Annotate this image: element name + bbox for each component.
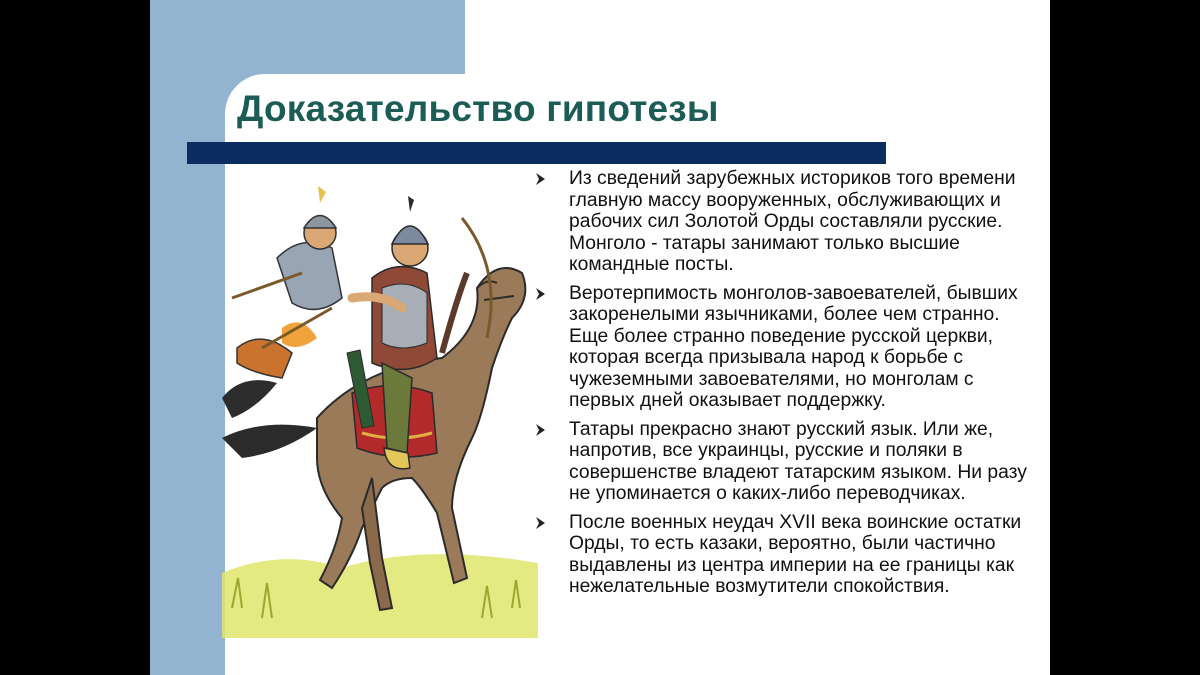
bullet-text: Веротерпимость монголов-завоевателей, бывших закоренелыми язычниками, более чем странно. Еще более странно поведение русской церкви, которая всегда призывала народ к борьбе с чужеземными завоевателями, но монголам с первых дней оказывает поддержку. — [569, 282, 1018, 411]
arrowhead-bullet-icon — [534, 421, 548, 439]
bullet-item — [534, 512, 1039, 598]
title-underline-bar — [187, 142, 886, 164]
bullet-item — [534, 419, 1039, 505]
arrowhead-bullet-icon — [534, 285, 548, 303]
bullet-item — [534, 283, 1039, 412]
mounted-warriors-illustration — [222, 178, 538, 638]
bullet-text: Татары прекрасно знают русский язык. Или же, напротив, все украинцы, русские и поляки в совершенстве владеют татарским языком. Ни разу не упоминается о каких-либо переводчиках. — [569, 418, 1027, 504]
bullet-item — [534, 168, 1039, 276]
bullet-text: После военных неудач XVII века воинские остатки Орды, то есть казаки, вероятно, были частично выдавлены из центра империи на ее границы как нежелательные возмутители спокойствия. — [569, 511, 1022, 597]
bullet-text: Из сведений зарубежных историков того времени главную массу вооруженных, обслуживающих и рабочих сил Золотой Орды составляли русские. Монголо - татары занимают только высшие командные посты. — [569, 168, 1016, 275]
arrowhead-bullet-icon — [534, 514, 548, 532]
slide — [150, 0, 1050, 675]
arrowhead-bullet-icon — [534, 170, 548, 188]
bullet-list — [534, 168, 1039, 605]
slide-title: Доказательство гипотезы — [237, 88, 719, 129]
